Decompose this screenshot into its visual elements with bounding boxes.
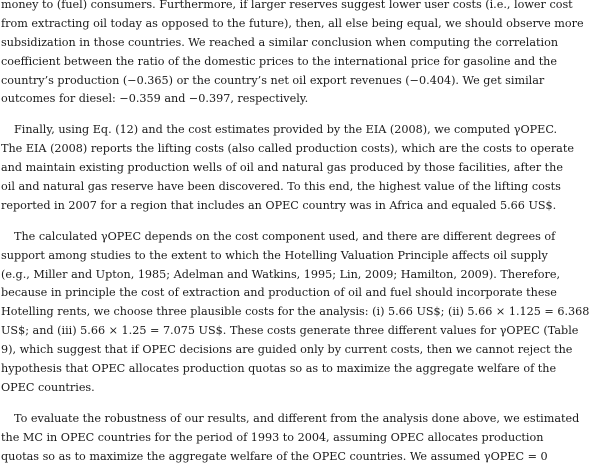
text-line: and maintain existing production wells of oil and natural gas produced by those facilities, after the [1,161,563,175]
text-line: The calculated γOPEC depends on the cost component used, and there are different degrees of [14,229,556,243]
paragraph-gamma-opec [0,228,589,398]
paragraph-gap [0,398,474,410]
paragraph-gap [0,109,474,121]
text-line: 9), which suggest that if OPEC decisions are guided only by current costs, then we cannot reject the [1,343,573,357]
text-line: Hotelling rents, we choose three plausible costs for the analysis: (i) 5.66 US$; (ii) 5.66 × 1.125 = 6.368 [1,305,589,319]
text-line: Finally, using Eq. (12) and the cost estimates provided by the EIA (2008), we computed γOPEC. [14,123,558,137]
text-line: subsidization in those countries. We reached a similar conclusion when computing the correlation [1,35,559,49]
text-line: outcomes for diesel: −0.359 and −0.397, respectively. [1,92,309,106]
text-line: US$; and (iii) 5.66 × 1.25 = 7.075 US$. These costs generate three different values for γOPEC (Table [1,324,579,338]
text-line: oil and natural gas reserve have been discovered. To this end, the highest value of the lifting costs [1,180,561,194]
text-line: (e.g., Miller and Upton, 1985; Adelman and Watkins, 1995; Lin, 2009; Hamilton, 2009). Therefore, [1,267,561,281]
text-line: country’s production (−0.365) or the country’s net oil export revenues (−0.404). We get similar [1,73,545,87]
text-line: support among studies to the extent to which the Hotelling Valuation Principle affects oil supply [1,248,548,262]
text-line: OPEC countries. [1,380,95,394]
paragraph-gap [0,216,474,228]
text-line: quotas so as to maximize the aggregate welfare of the OPEC countries. We assumed γOPEC = 0 [1,449,548,463]
paragraph-lifting-costs [0,121,574,215]
text-line: hypothesis that OPEC allocates production quotas so as to maximize the aggregate welfare of the [1,362,557,376]
text-line: The EIA (2008) reports the lifting costs (also called production costs), which are the costs to operate [1,142,574,156]
text-line: the MC in OPEC countries for the period of 1993 to 2004, assuming OPEC allocates production [1,430,544,444]
text-line: To evaluate the robustness of our results, and different from the analysis done above, we estimated [14,411,580,425]
text-line: from extracting oil today as opposed to the future), then, all else being equal, we should observe more [1,16,584,30]
paragraph-robustness [0,410,580,467]
text-line: reported in 2007 for a region that includes an OPEC country was in Africa and equaled 5.66 US$. [1,198,557,212]
paragraph-subsidization [0,0,584,109]
text-line: coefficient between the ratio of the domestic prices to the international price for gasoline and the [1,54,558,68]
text-line: money to (fuel) consumers. Furthermore, if larger reserves suggest lower user costs (i.e., lower cost [1,0,573,11]
text-line: because in principle the cost of extraction and production of oil and fuel should incorporate these [1,286,557,300]
